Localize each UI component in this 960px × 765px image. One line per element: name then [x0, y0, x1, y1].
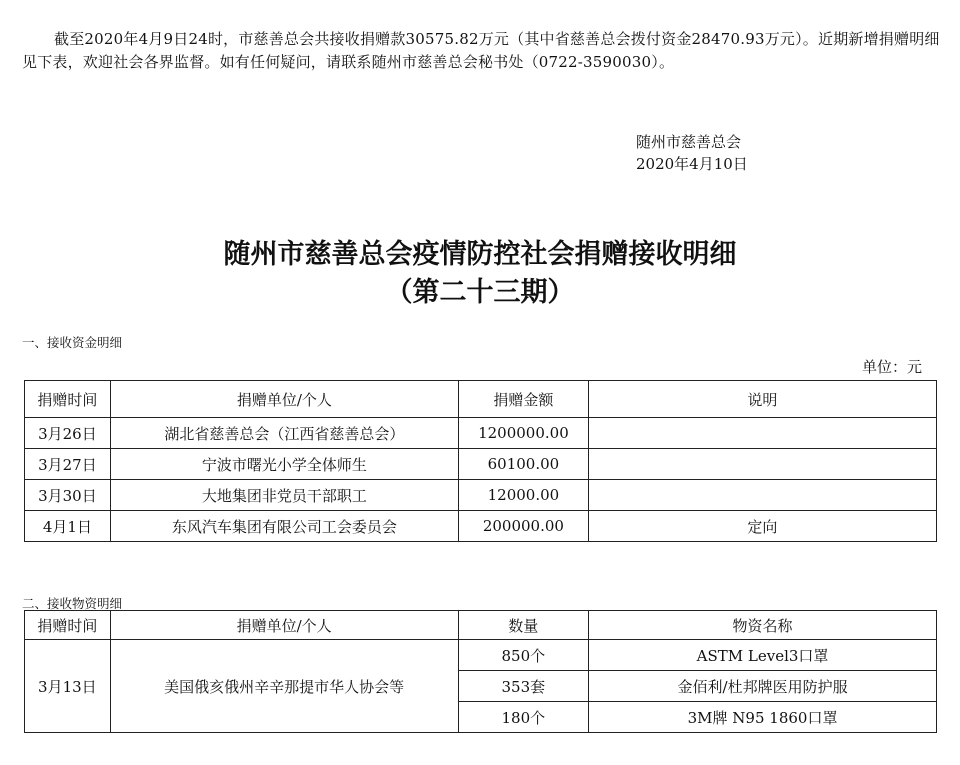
cell-item-name: 金佰利/杜邦牌医用防护服	[589, 671, 937, 702]
intro-paragraph: 截至2020年4月9日24时，市慈善总会共接收捐赠款30575.82万元（其中省慈善总会拨付资金28470.93万元）。近期新增捐赠明细见下表，欢迎社会各界监督。如有任何疑问，请联系随州市慈善总会秘书处（0722-3590030）。	[22, 30, 940, 71]
cell-item-name: ASTM Level3口罩	[589, 640, 937, 671]
cell-date: 3月26日	[25, 418, 111, 449]
cell-note	[588, 449, 936, 480]
header-cell: 捐赠时间	[25, 611, 111, 640]
cell-donor: 美国俄亥俄州辛辛那提市华人协会等	[110, 640, 458, 733]
header-cell: 捐赠金额	[458, 381, 588, 418]
header-cell: 说明	[588, 381, 936, 418]
header-cell: 捐赠单位/个人	[110, 611, 458, 640]
section-label-money: 一、接收资金明细	[22, 335, 123, 350]
cell-donor: 湖北省慈善总会（江西省慈善总会）	[110, 418, 458, 449]
page-title: 随州市慈善总会疫情防控社会捐赠接收明细	[223, 239, 737, 270]
table-row	[25, 449, 937, 480]
cell-quantity: 850个	[458, 640, 589, 671]
cell-donor: 大地集团非党员干部职工	[110, 480, 458, 511]
cell-quantity: 353套	[458, 671, 589, 702]
cell-quantity: 180个	[458, 702, 589, 733]
cell-note	[588, 480, 936, 511]
cell-note: 定向	[588, 511, 936, 542]
table-row	[25, 480, 937, 511]
cell-amount: 12000.00	[458, 480, 588, 511]
cell-amount: 1200000.00	[458, 418, 588, 449]
table-row	[25, 511, 937, 542]
cell-date: 3月30日	[25, 480, 111, 511]
cell-donor: 宁波市曙光小学全体师生	[110, 449, 458, 480]
cell-date: 4月1日	[25, 511, 111, 542]
unit-label: 单位：元	[862, 358, 923, 376]
page-subtitle: （第二十三期）	[385, 277, 575, 308]
section-label-goods: 二、接收物资明细	[22, 596, 123, 611]
goods-table	[24, 610, 937, 733]
money-table	[24, 380, 937, 542]
cell-amount: 60100.00	[458, 449, 588, 480]
header-cell: 捐赠单位/个人	[110, 381, 458, 418]
signature-org: 随州市慈善总会	[636, 133, 742, 151]
cell-note	[588, 418, 936, 449]
cell-date: 3月27日	[25, 449, 111, 480]
table-header-row	[25, 381, 937, 418]
table-row	[25, 418, 937, 449]
cell-amount: 200000.00	[458, 511, 588, 542]
cell-item-name: 3M牌 N95 1860口罩	[589, 702, 937, 733]
table-row	[25, 640, 937, 671]
table-header-row	[25, 611, 937, 640]
header-cell: 捐赠时间	[25, 381, 111, 418]
header-cell: 物资名称	[589, 611, 937, 640]
header-cell: 数量	[458, 611, 589, 640]
signature-date: 2020年4月10日	[636, 155, 748, 173]
cell-donor: 东风汽车集团有限公司工会委员会	[110, 511, 458, 542]
cell-date: 3月13日	[25, 640, 111, 733]
